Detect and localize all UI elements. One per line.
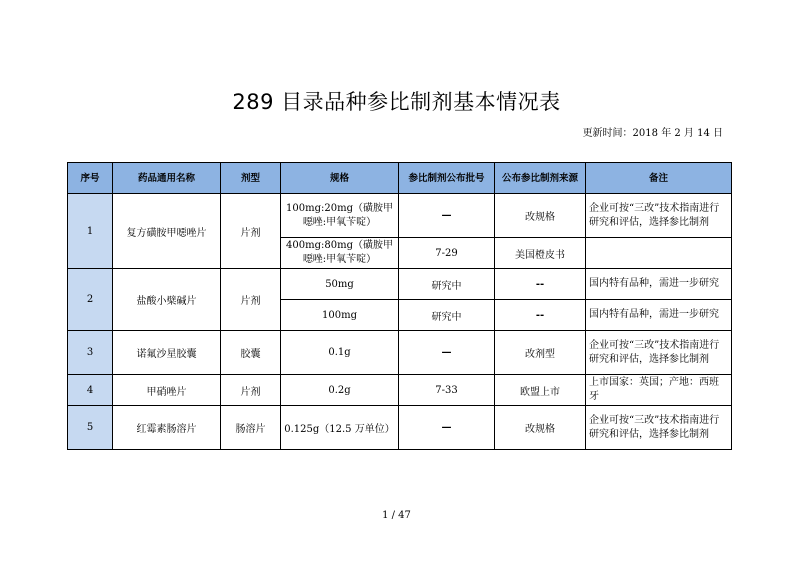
table-row xyxy=(68,194,732,238)
page-title: 289 目录品种参比制剂基本情况表 xyxy=(232,90,561,114)
source: 改规格 xyxy=(495,194,586,238)
header-cell: 序号 xyxy=(68,163,113,194)
row-number: 2 xyxy=(68,269,113,331)
reference-table xyxy=(67,162,732,450)
note: 国内特有品种，需进一步研究 xyxy=(586,269,732,300)
note: 企业可按“三改”技术指南进行研究和评估，选择参比制剂 xyxy=(586,194,732,238)
source: 改剂型 xyxy=(495,331,586,375)
dosage-form: 片剂 xyxy=(221,194,281,269)
note: 上市国家：英国；产地：西班牙 xyxy=(586,375,732,406)
header-cell: 规格 xyxy=(281,163,399,194)
spec: 0.1g xyxy=(281,331,399,375)
drug-name: 红霉素肠溶片 xyxy=(113,406,221,450)
header-cell: 参比制剂公布批号 xyxy=(399,163,495,194)
batch: 研究中 xyxy=(399,269,495,300)
spec: 0.125g（12.5 万单位） xyxy=(281,406,399,450)
drug-name: 甲硝唑片 xyxy=(113,375,221,406)
header-cell: 药品通用名称 xyxy=(113,163,221,194)
spec: 400mg:80mg（磺胺甲噁唑:甲氧苄啶） xyxy=(281,238,399,269)
header-cell: 备注 xyxy=(586,163,732,194)
row-number: 1 xyxy=(68,194,113,269)
drug-name: 复方磺胺甲噁唑片 xyxy=(113,194,221,269)
batch: — xyxy=(399,331,495,375)
row-number: 3 xyxy=(68,331,113,375)
header-cell: 剂型 xyxy=(221,163,281,194)
batch: 7-29 xyxy=(399,238,495,269)
batch: — xyxy=(399,194,495,238)
source: -- xyxy=(495,269,586,300)
dosage-form: 片剂 xyxy=(221,375,281,406)
dosage-form: 胶囊 xyxy=(221,331,281,375)
spec: 100mg xyxy=(281,300,399,331)
note: 国内特有品种，需进一步研究 xyxy=(586,300,732,331)
drug-name: 盐酸小檗碱片 xyxy=(113,269,221,331)
batch: — xyxy=(399,406,495,450)
source: 欧盟上市 xyxy=(495,375,586,406)
header-row xyxy=(68,163,732,194)
spec: 100mg:20mg（磺胺甲噁唑:甲氧苄啶） xyxy=(281,194,399,238)
row-number: 5 xyxy=(68,406,113,450)
spec: 0.2g xyxy=(281,375,399,406)
page-number: 1 / 47 xyxy=(382,510,411,521)
table-row xyxy=(68,375,732,406)
dosage-form: 片剂 xyxy=(221,269,281,331)
update-date: 更新时间：2018 年 2 月 14 日 xyxy=(582,128,723,139)
table-row xyxy=(68,406,732,450)
table-row xyxy=(68,269,732,300)
drug-name: 诺氟沙星胶囊 xyxy=(113,331,221,375)
batch: 7-33 xyxy=(399,375,495,406)
table-row xyxy=(68,331,732,375)
spec: 50mg xyxy=(281,269,399,300)
source: 美国橙皮书 xyxy=(495,238,586,269)
batch: 研究中 xyxy=(399,300,495,331)
source: -- xyxy=(495,300,586,331)
header-cell: 公布参比制剂来源 xyxy=(495,163,586,194)
note: 企业可按“三改”技术指南进行研究和评估，选择参比制剂 xyxy=(586,406,732,450)
dosage-form: 肠溶片 xyxy=(221,406,281,450)
note: 企业可按“三改”技术指南进行研究和评估，选择参比制剂 xyxy=(586,331,732,375)
note xyxy=(586,238,732,269)
source: 改规格 xyxy=(495,406,586,450)
row-number: 4 xyxy=(68,375,113,406)
